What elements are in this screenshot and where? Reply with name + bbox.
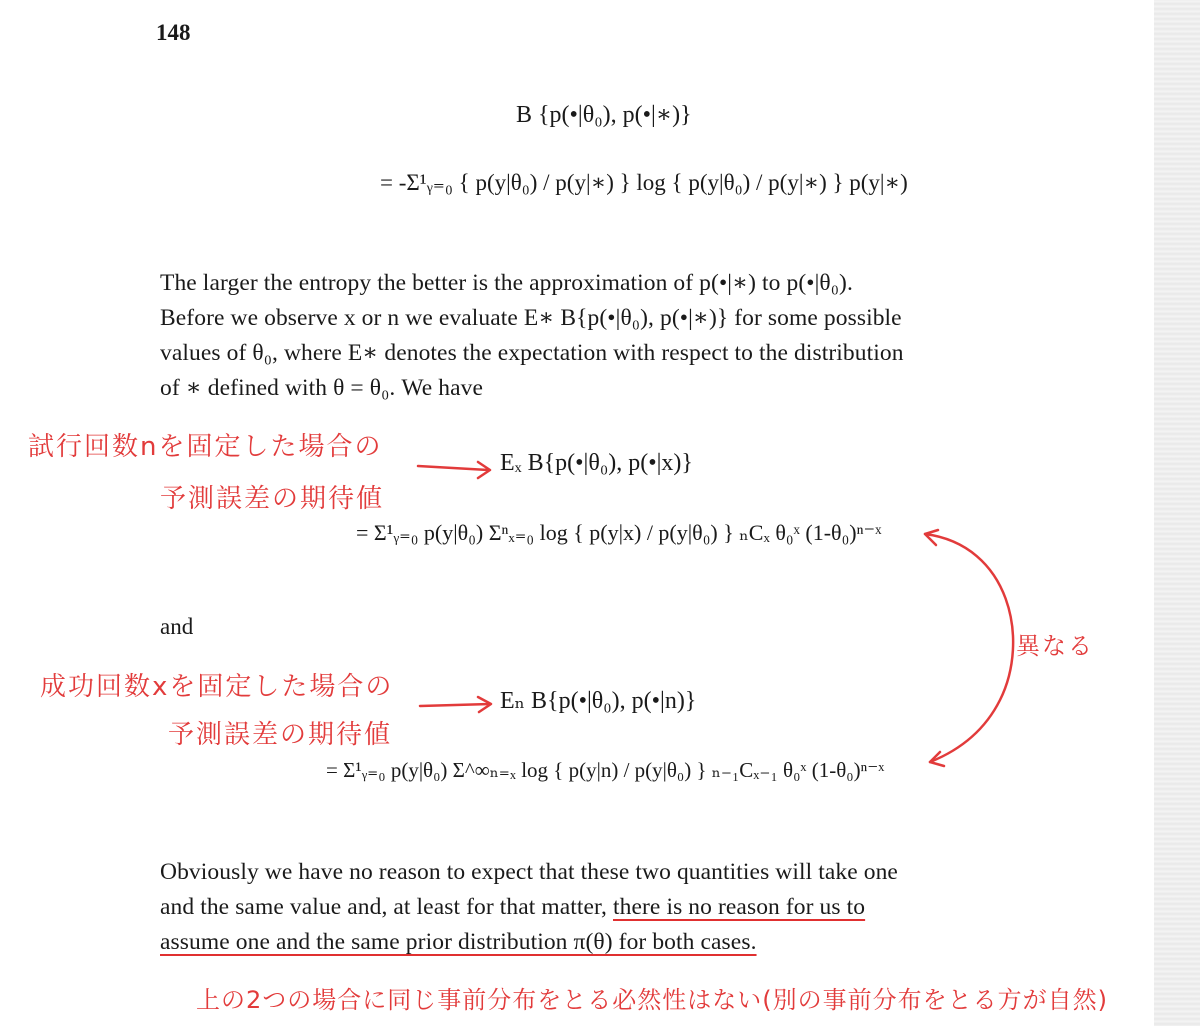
- curved-double-arrow: [925, 534, 1013, 762]
- paragraph-2-underlined-2: assume one and the same prior distribution π(θ) for both cases.: [160, 929, 757, 955]
- equation-3-body: = Σ¹ᵧ₌₀ p(y|θ₀) Σ^∞ₙ₌ₓ log { p(y|n) / p(y|θ₀) } ₙ₋₁Cₓ₋₁ θ₀ˣ (1-θ₀)ⁿ⁻ˣ: [326, 758, 885, 782]
- annotation-differ: 異なる: [1016, 632, 1094, 660]
- equation-2-body: = Σ¹ᵧ₌₀ p(y|θ₀) Σⁿₓ₌₀ log { p(y|x) / p(y|θ₀) } ₙCₓ θ₀ˣ (1-θ₀)ⁿ⁻ˣ: [356, 520, 882, 545]
- paragraph-2-line-2-start: and the same value and, at least for that matter,: [160, 894, 613, 920]
- equation-1-body: = -Σ¹ᵧ₌₀ { p(y|θ₀) / p(y|∗) } log { p(y|θ₀) / p(y|∗) } p(y|∗): [380, 170, 908, 195]
- annotation-successes-fixed-line-2: 予測誤差の期待値: [168, 720, 393, 750]
- annotation-successes-fixed-line-1: 成功回数xを固定した場合の: [40, 672, 394, 702]
- arrow-to-equation-2: [418, 466, 488, 470]
- paragraph-1-line-4: of ∗ defined with θ = θ₀. We have: [160, 375, 484, 401]
- annotation-trials-fixed-line-1: 試行回数nを固定した場合の: [28, 432, 383, 462]
- equation-2-head: Eₓ B{p(•|θ₀), p(•|x)}: [500, 450, 693, 476]
- paragraph-2-underlined-1: there is no reason for us to: [613, 894, 866, 920]
- equation-3-head: Eₙ B{p(•|θ₀), p(•|n)}: [500, 688, 697, 714]
- equation-1-head: B {p(•|θ₀), p(•|∗)}: [516, 102, 692, 128]
- annotation-bottom-note: 上の2つの場合に同じ事前分布をとる必然性はない(別の事前分布をとる方が自然): [196, 986, 1108, 1014]
- page-number: 148: [156, 20, 191, 45]
- arrow-to-equation-3: [420, 704, 490, 706]
- paragraph-1-line-2: Before we observe x or n we evaluate E∗ B{p(•|θ₀), p(•|∗)} for some possible: [160, 305, 902, 331]
- paragraph-1-line-1: The larger the entropy the better is the approximation of p(•|∗) to p(•|θ₀).: [160, 270, 853, 296]
- paragraph-2-line-1: Obviously we have no reason to expect that these two quantities will take one: [160, 859, 898, 885]
- paragraph-1-line-3: values of θ₀, where E∗ denotes the expectation with respect to the distribution: [160, 340, 904, 366]
- and-word: and: [160, 614, 194, 639]
- annotation-trials-fixed-line-2: 予測誤差の期待値: [160, 484, 385, 514]
